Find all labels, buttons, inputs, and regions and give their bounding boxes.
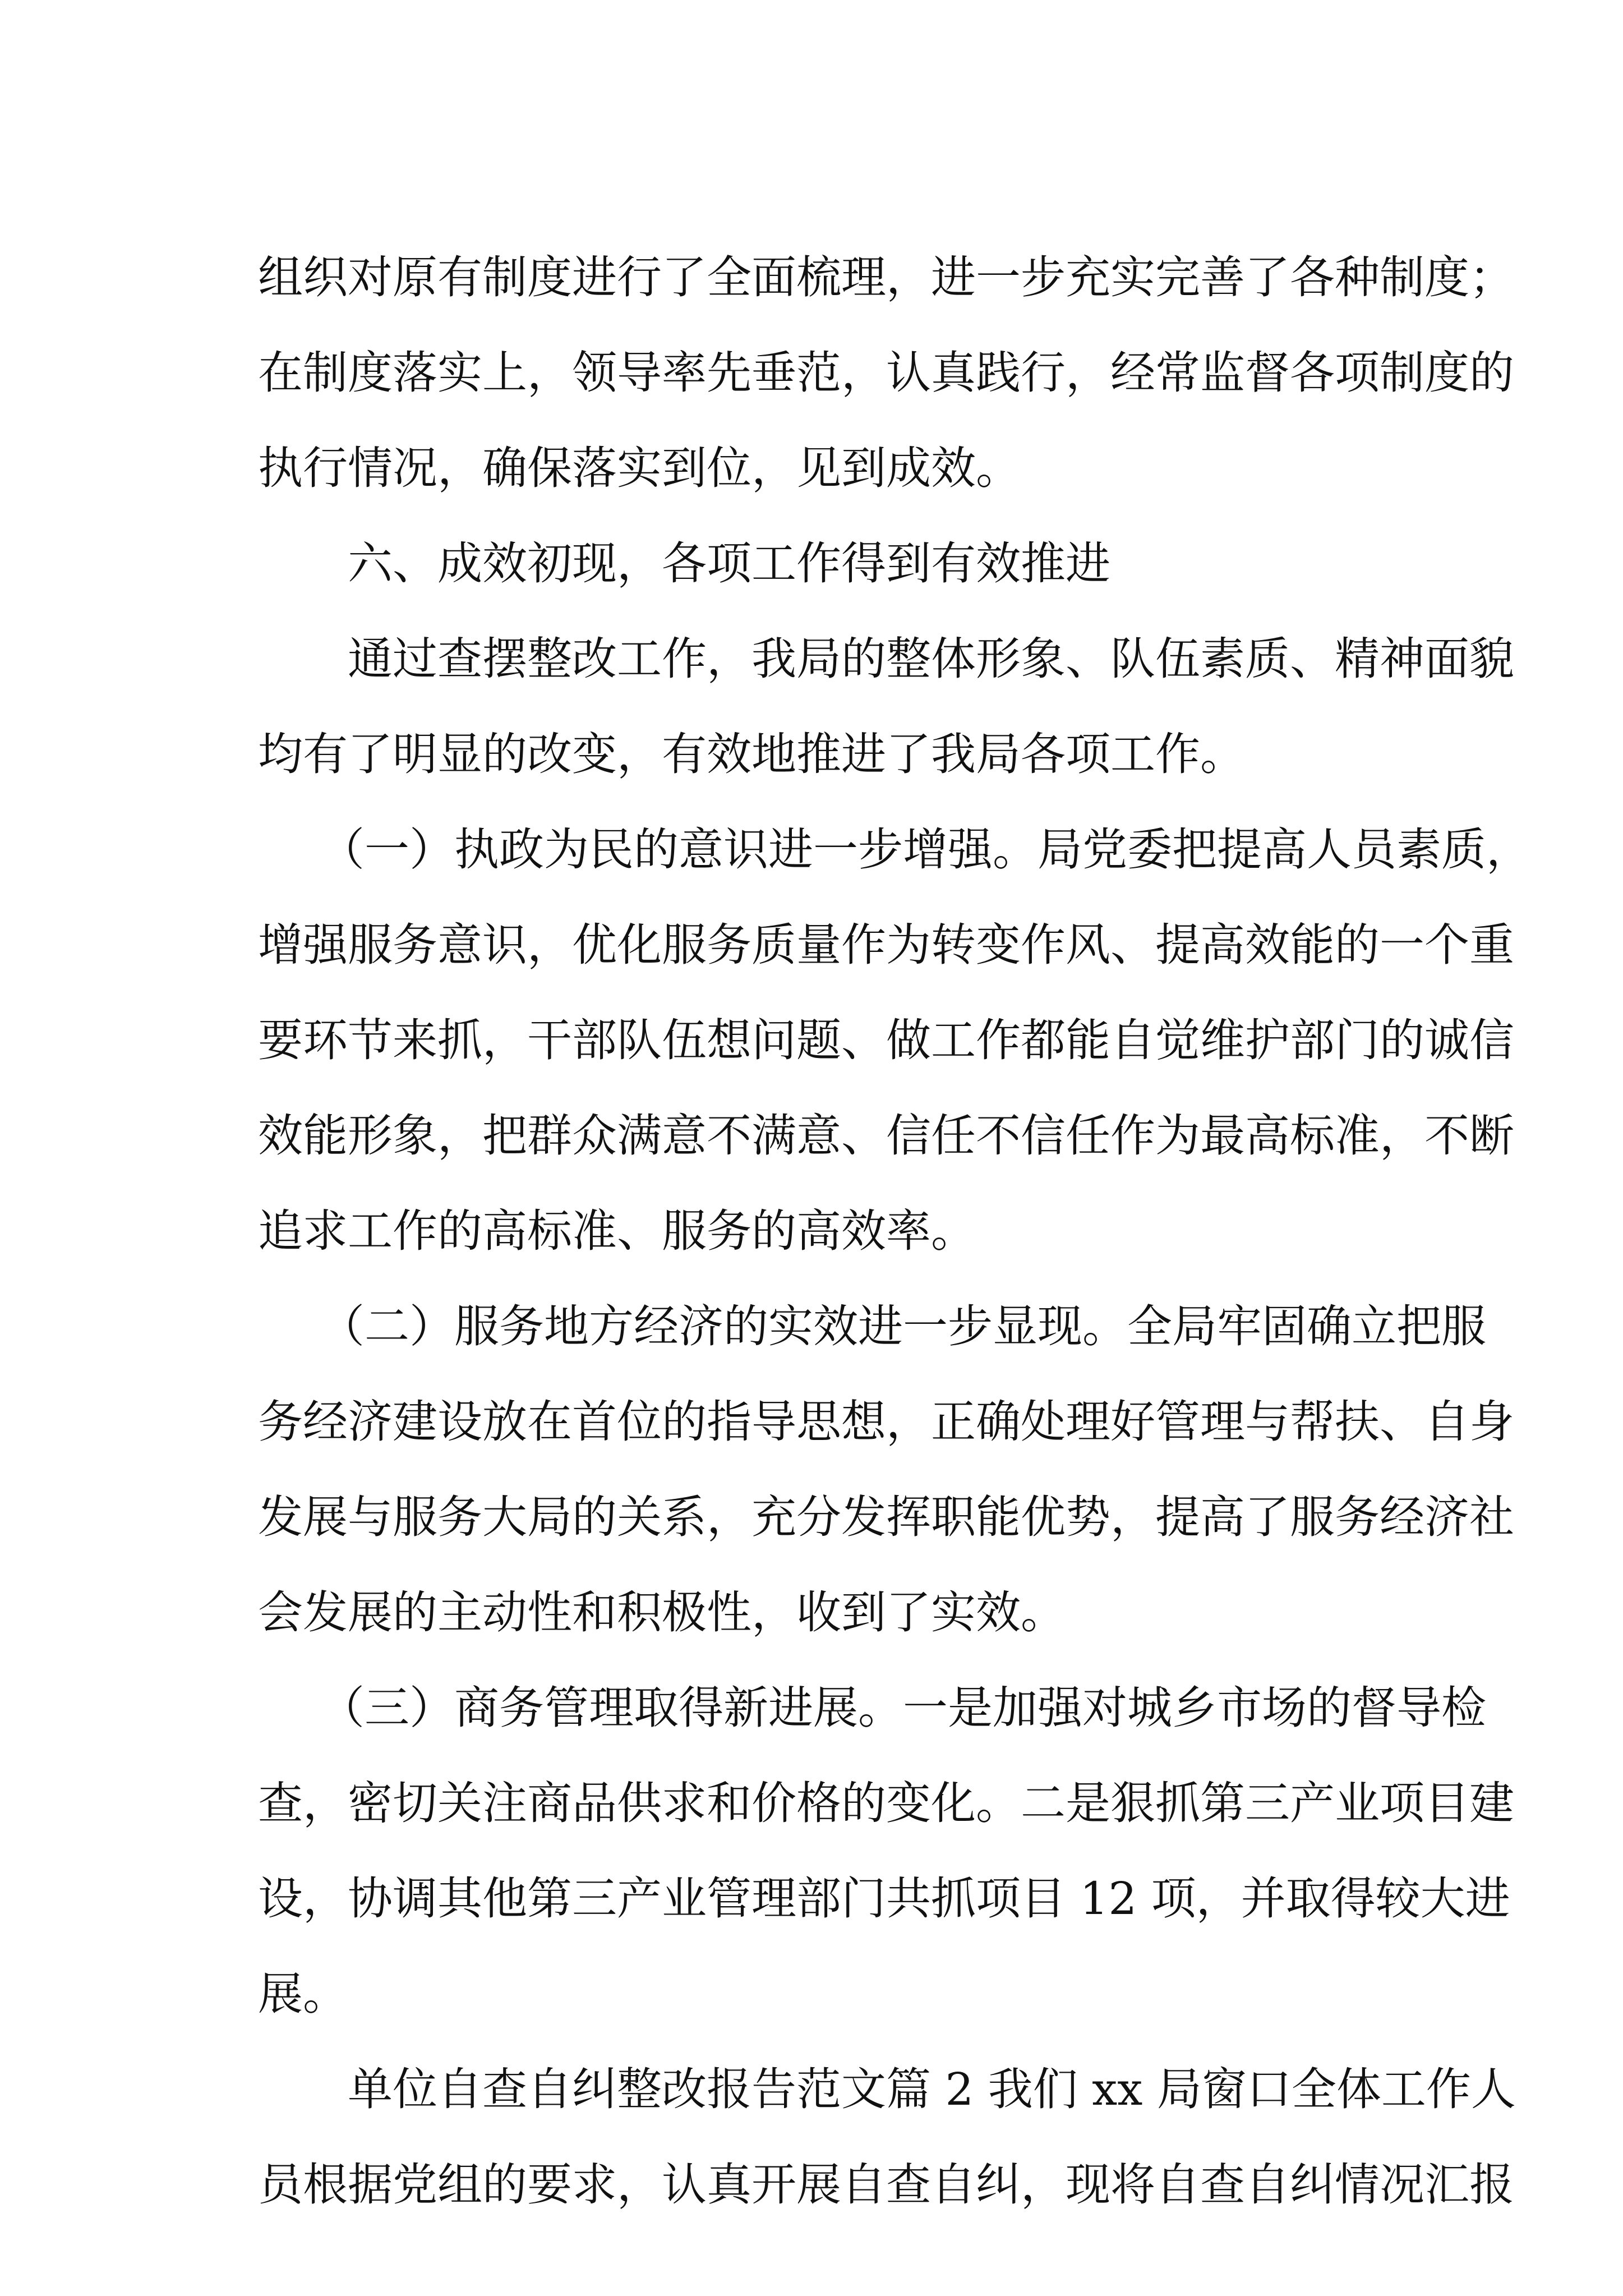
- text-line-21: 员根据党组的要求，认真开展自查自纠，现将自查自纠情况汇报: [258, 2159, 1514, 2211]
- text-line-17: 查，密切关注商品供求和价格的变化。二是狠抓第三产业项目建: [258, 1777, 1514, 1829]
- text-line-13: 务经济建设放在首位的指导思想，正确处理好管理与帮扶、自身: [258, 1396, 1514, 1448]
- text-line-16: （三）商务管理取得新进展。一是加强对城乡市场的督导检: [320, 1682, 1486, 1734]
- text-line-12: （二）服务地方经济的实效进一步显现。全局牢固确立把服: [320, 1300, 1486, 1352]
- text-line-8: 增强服务意识，优化服务质量作为转变作风、提高效能的一个重: [258, 919, 1514, 971]
- text-line-5: 通过查摆整改工作，我局的整体形象、队伍素质、精神面貌: [348, 633, 1514, 685]
- text-line-19: 展。: [258, 1968, 348, 2020]
- text-line-9: 要环节来抓，干部队伍想问题、做工作都能自觉维护部门的诚信: [258, 1014, 1514, 1066]
- text-line-1: 组织对原有制度进行了全面梳理，进一步充实完善了各种制度；: [258, 251, 1514, 303]
- text-line-6: 均有了明显的改变，有效地推进了我局各项工作。: [258, 728, 1245, 780]
- text-line-10: 效能形象，把群众满意不满意、信任不信任作为最高标准，不断: [258, 1110, 1514, 1162]
- text-line-14: 发展与服务大局的关系，充分发挥职能优势，提高了服务经济社: [258, 1491, 1514, 1543]
- text-line-18: 设，协调其他第三产业管理部门共抓项目 12 项，并取得较大进: [258, 1872, 1510, 1925]
- text-line-3: 执行情况，确保落实到位，见到成效。: [258, 442, 1021, 494]
- text-line-15: 会发展的主动性和积极性，收到了实效。: [258, 1586, 1066, 1639]
- section-heading: 六、成效初现，各项工作得到有效推进: [348, 537, 1110, 590]
- text-line-11: 追求工作的高标准、服务的高效率。: [258, 1205, 976, 1257]
- text-line-2: 在制度落实上，领导率先垂范，认真践行，经常监督各项制度的: [258, 347, 1514, 399]
- text-line-20: 单位自查自纠整改报告范文篇 2 我们 xx 局窗口全体工作人: [348, 2063, 1516, 2115]
- text-line-7: （一）执政为民的意识进一步增强。局党委把提高人员素质，: [320, 823, 1531, 876]
